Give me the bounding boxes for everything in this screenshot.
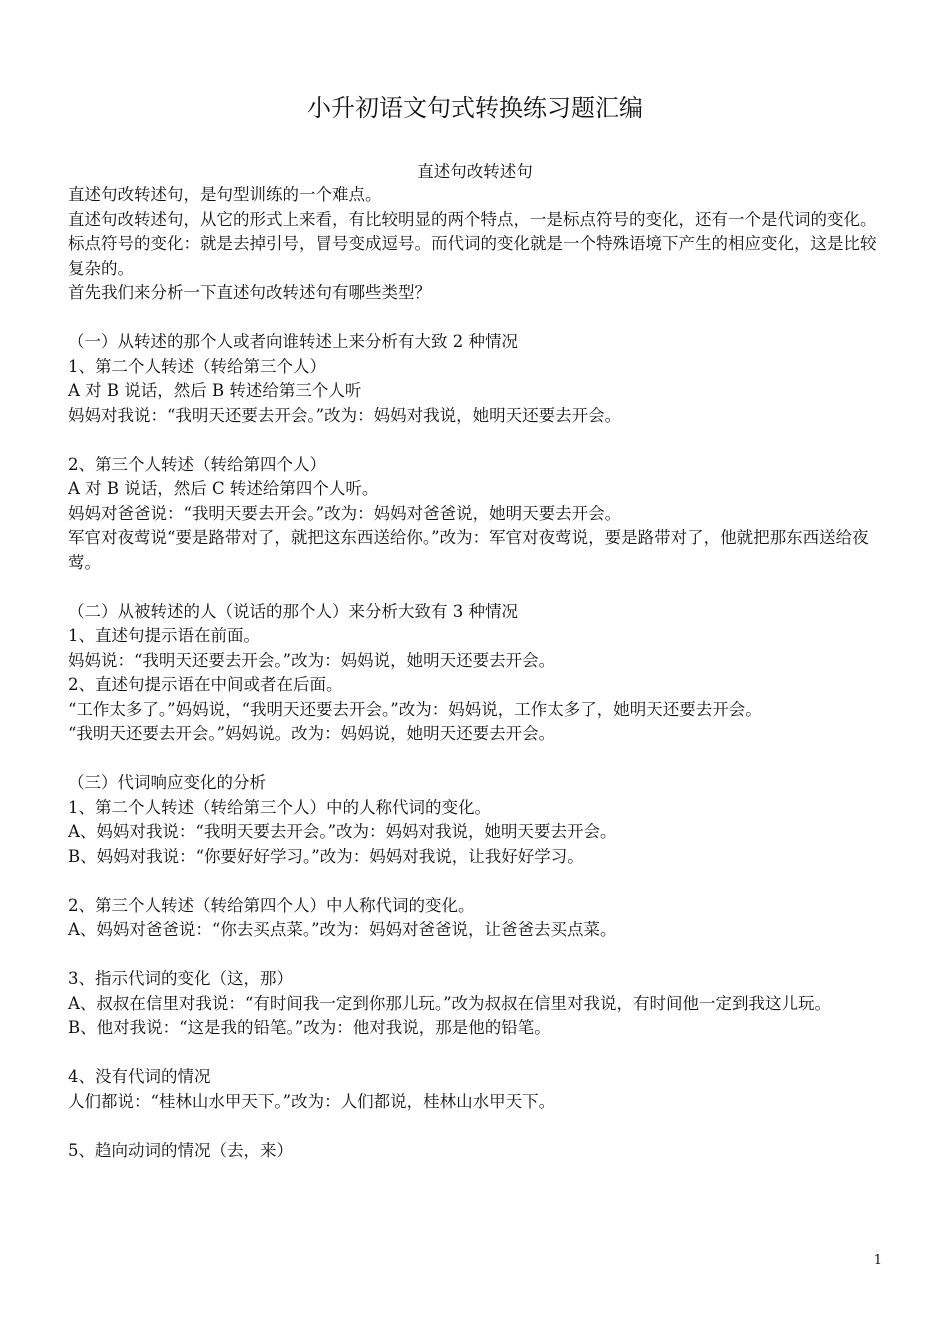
page-number: 1 bbox=[873, 1253, 882, 1268]
paragraph: 首先我们来分析一下直述句改转述句有哪些类型？ bbox=[68, 283, 431, 302]
paragraph: 5、趋向动词的情况（去，来） bbox=[68, 1140, 293, 1160]
paragraph: “我明天还要去开会。”妈妈说。改为：妈妈说，她明天还要去开会。 bbox=[68, 724, 556, 743]
paragraph: B、妈妈对我说：“你要好好学习。”改为：妈妈对我说，让我好好学习。 bbox=[68, 846, 584, 866]
paragraph-spacer bbox=[68, 943, 886, 968]
paragraph: A、叔叔在信里对我说：“有时间我一定到你那儿玩。”改为叔叔在信里对我说，有时间他一定到我这儿玩。 bbox=[68, 993, 832, 1013]
paragraph-spacer bbox=[68, 575, 886, 600]
paragraph: 2、第三个人转述（转给第四个人）中人称代词的变化。 bbox=[68, 895, 475, 915]
document-title: 小升初语文句式转换练习题汇编 bbox=[307, 94, 643, 122]
paragraph: （一）从转述的那个人或者向谁转述上来分析有大致 2 种情况 bbox=[68, 332, 518, 351]
paragraph: A 对 B 说话，然后 C 转述给第四个人听。 bbox=[68, 479, 379, 498]
paragraph: 直述句改转述句，是句型训练的一个难点。 bbox=[68, 185, 382, 204]
paragraph-spacer bbox=[68, 869, 886, 894]
paragraph-spacer bbox=[68, 428, 886, 453]
paragraph: A、妈妈对我说：“我明天要去开会。”改为：妈妈对我说，她明天要去开会。 bbox=[68, 822, 617, 841]
paragraph-spacer bbox=[68, 306, 886, 331]
paragraph: 4、没有代词的情况 bbox=[68, 1067, 211, 1086]
section-subtitle: 直述句改转述句 bbox=[417, 162, 533, 181]
paragraph: A 对 B 说话，然后 B 转述给第三个人听 bbox=[68, 381, 362, 400]
paragraph: 1、第二个人转述（转给第三个人）中的人称代词的变化。 bbox=[68, 797, 491, 817]
paragraph: 妈妈说：“我明天还要去开会。”改为：妈妈说，她明天还要去开会。 bbox=[68, 650, 556, 670]
paragraph-spacer bbox=[68, 1114, 886, 1139]
document-body bbox=[68, 183, 886, 1163]
paragraph: （三）代词响应变化的分析 bbox=[68, 773, 266, 792]
paragraph: 2、第三个人转述（转给第四个人） bbox=[68, 454, 326, 474]
paragraph: 1、第二个人转述（转给第三个人） bbox=[68, 356, 326, 376]
paragraph: 3、指示代词的变化（这，那） bbox=[68, 969, 293, 988]
paragraph: （二）从被转述的人（说话的那个人）来分析大致有 3 种情况 bbox=[68, 601, 518, 621]
paragraph: 妈妈对我说：“我明天还要去开会。”改为：妈妈对我说，她明天还要去开会。 bbox=[68, 405, 622, 425]
paragraph: 妈妈对爸爸说：“我明天要去开会。”改为：妈妈对爸爸说，她明天要去开会。 bbox=[68, 503, 622, 523]
paragraph: 2、直述句提示语在中间或者在后面。 bbox=[68, 675, 343, 694]
paragraph: “工作太多了。”妈妈说，“我明天还要去开会。”改为：妈妈说，工作太多了，她明天还要去开会。 bbox=[68, 699, 762, 719]
paragraph: 人们都说：“桂林山水甲天下。”改为：人们都说，桂林山水甲天下。 bbox=[68, 1091, 556, 1111]
paragraph: 1、直述句提示语在前面。 bbox=[68, 626, 260, 645]
paragraph: A、妈妈对爸爸说：“你去买点菜。”改为：妈妈对爸爸说，让爸爸去买点菜。 bbox=[68, 920, 617, 939]
paragraph: 直述句改转述句，从它的形式上来看，有比较明显的两个特点，一是标点符号的变化，还有一个是代词的变化。标点符号的变化：就是去掉引号，冒号变成逗号。而代词的变化就是一个特殊语境下产生的相应变化，这是比较复杂的。 bbox=[68, 209, 877, 278]
paragraph-spacer bbox=[68, 1041, 886, 1066]
paragraph-spacer bbox=[68, 747, 886, 772]
paragraph: 军官对夜莺说“要是路带对了，就把这东西送给你。”改为：军官对夜莺说，要是路带对了，他就把那东西送给夜莺。 bbox=[68, 528, 869, 572]
paragraph: B、他对我说：“这是我的铅笔。”改为：他对我说，那是他的铅笔。 bbox=[68, 1018, 551, 1037]
